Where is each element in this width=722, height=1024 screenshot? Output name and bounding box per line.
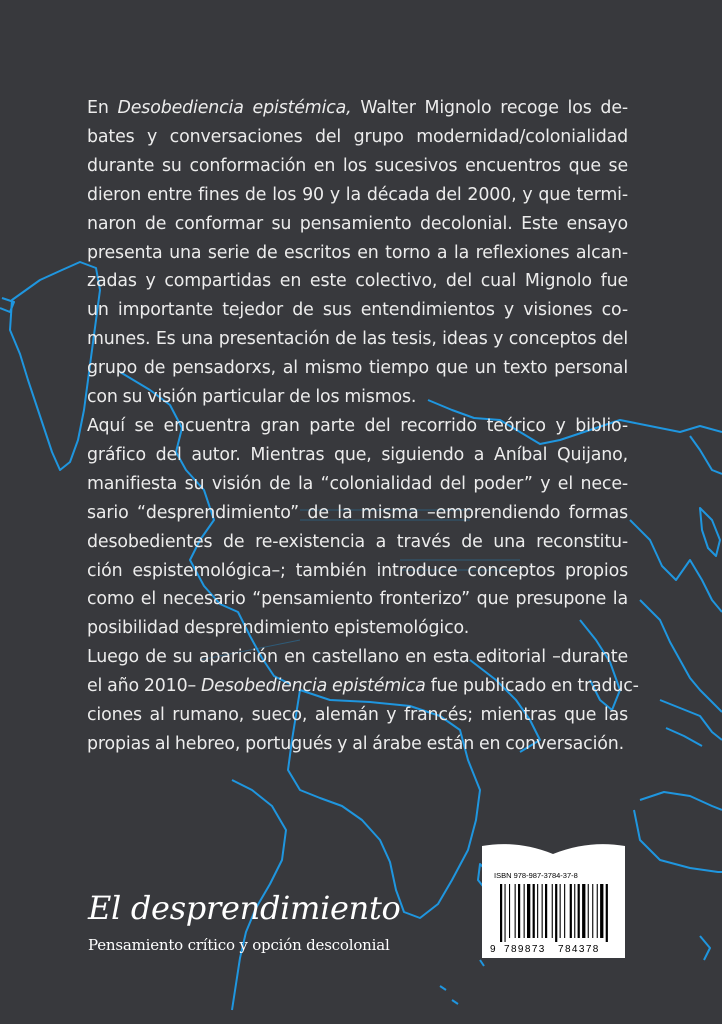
- collection-imprint: [88, 888, 401, 956]
- book-title-italic: Desobediencia epistémica: [200, 676, 426, 697]
- description-line: durante su conformación en los sucesivos encuentros que se: [87, 155, 628, 176]
- description-line: dieron entre fines de los 90 y la década del 2000, y que termi-: [87, 184, 628, 205]
- description-line: propias al hebreo, portugués y al árabe están en conversación.: [87, 733, 624, 754]
- isbn-barcode: [478, 840, 629, 958]
- description-line: sario “desprendimiento” de la misma –emprendiendo formas: [87, 502, 628, 523]
- indonesia-outline: [660, 700, 722, 746]
- barcode-bar: [505, 884, 506, 942]
- description-text: el año 2010–: [87, 676, 201, 697]
- description-line: ciones al rumano, sueco, alemán y francés; mientras que las: [87, 705, 628, 726]
- barcode-bar: [606, 884, 608, 942]
- barcode-bar: [564, 884, 565, 938]
- description-line: [87, 94, 628, 123]
- barcode-bar: [574, 884, 575, 938]
- barcode-bar: [560, 884, 561, 938]
- southeast-asia-outline: [640, 600, 722, 712]
- new-zealand-outline: [700, 936, 710, 960]
- description-line: desobedientes de re-existencia a través de una reconstitu-: [87, 531, 628, 552]
- southern-island-outline: [440, 960, 484, 1004]
- barcode-bar: [555, 884, 557, 942]
- barcode-bar: [570, 884, 572, 938]
- description-line: presenta una serie de escritos en torno a la reflexiones alcan-: [87, 242, 628, 263]
- description-line: [87, 672, 639, 701]
- collection-tagline: Pensamiento crítico y opción descolonial: [88, 936, 390, 954]
- barcode-digits-group2: 784378: [558, 944, 600, 955]
- description-line: zadas y compartidas en este colectivo, del cual Mignolo fue: [87, 271, 628, 292]
- description-line: un importante tejedor de sus entendimientos y visiones co-: [87, 300, 628, 321]
- isbn-label: ISBN 978-987-3784-37-8: [494, 871, 578, 880]
- barcode-bar: [518, 884, 520, 938]
- barcode-bar: [582, 884, 585, 938]
- barcode-bar: [537, 884, 538, 938]
- barcode-bar: [588, 884, 589, 938]
- book-shape-icon: [482, 844, 625, 958]
- barcode-bar: [515, 884, 516, 938]
- description-text: Walter Mignolo recoge los de-: [351, 98, 629, 118]
- barcode-digit-first: 9: [490, 944, 496, 955]
- barcode-bar: [500, 884, 502, 942]
- description-line: manifiesta su visión de la “colonialidad del poder” y el nece-: [87, 473, 628, 494]
- description-line: Aquí se encuentra gran parte del recorrido teórico y biblio-: [87, 415, 628, 436]
- description-line: con su visión particular de los mismos.: [87, 387, 417, 408]
- japan-outline: [700, 508, 720, 556]
- book-title-italic: Desobediencia epistémica,: [117, 98, 352, 118]
- barcode-bar: [597, 884, 598, 938]
- description-line: bates y conversaciones del grupo modernidad/colonialidad: [87, 126, 628, 147]
- collection-name: El desprendimiento: [88, 889, 401, 927]
- barcode-bar: [533, 884, 535, 938]
- barcode-bar: [545, 884, 547, 938]
- barcode-bar: [524, 884, 525, 938]
- east-asia-outline: [630, 520, 722, 612]
- description-text: fue publicado en traduc-: [425, 676, 639, 697]
- barcode-bar: [552, 884, 553, 938]
- description-line: munes. Es una presentación de las tesis, ideas y conceptos del: [87, 329, 628, 350]
- back-cover-description: [87, 94, 639, 759]
- description-line: posibilidad desprendimiento epistemológico.: [87, 618, 470, 639]
- barcode-bar: [542, 884, 543, 938]
- barcode-bar: [527, 884, 530, 938]
- russia-coast-outline: [690, 436, 722, 474]
- description-line: Luego de su aparición en castellano en esta editorial –durante: [87, 647, 628, 668]
- description-line: ción espistemológica–; también introduce conceptos propios: [87, 560, 628, 581]
- barcode-bar: [578, 884, 580, 938]
- description-text: En: [87, 98, 118, 118]
- description-line: grupo de pensadorxs, al mismo tiempo que un texto personal: [87, 358, 628, 379]
- australia-outline: [634, 792, 722, 872]
- barcode-bar: [600, 884, 603, 938]
- description-line: gráfico del autor. Mientras que, siguiendo a Aníbal Quijano,: [87, 444, 628, 465]
- description-line: naron de conformar su pensamiento decolonial. Este ensayo: [87, 213, 628, 234]
- barcode-bar: [509, 884, 510, 938]
- barcode-bar: [592, 884, 593, 938]
- barcode-digits-group1: 789873: [504, 944, 546, 955]
- description-line: como el necesario “pensamiento fronterizo” que presupone la: [87, 589, 628, 610]
